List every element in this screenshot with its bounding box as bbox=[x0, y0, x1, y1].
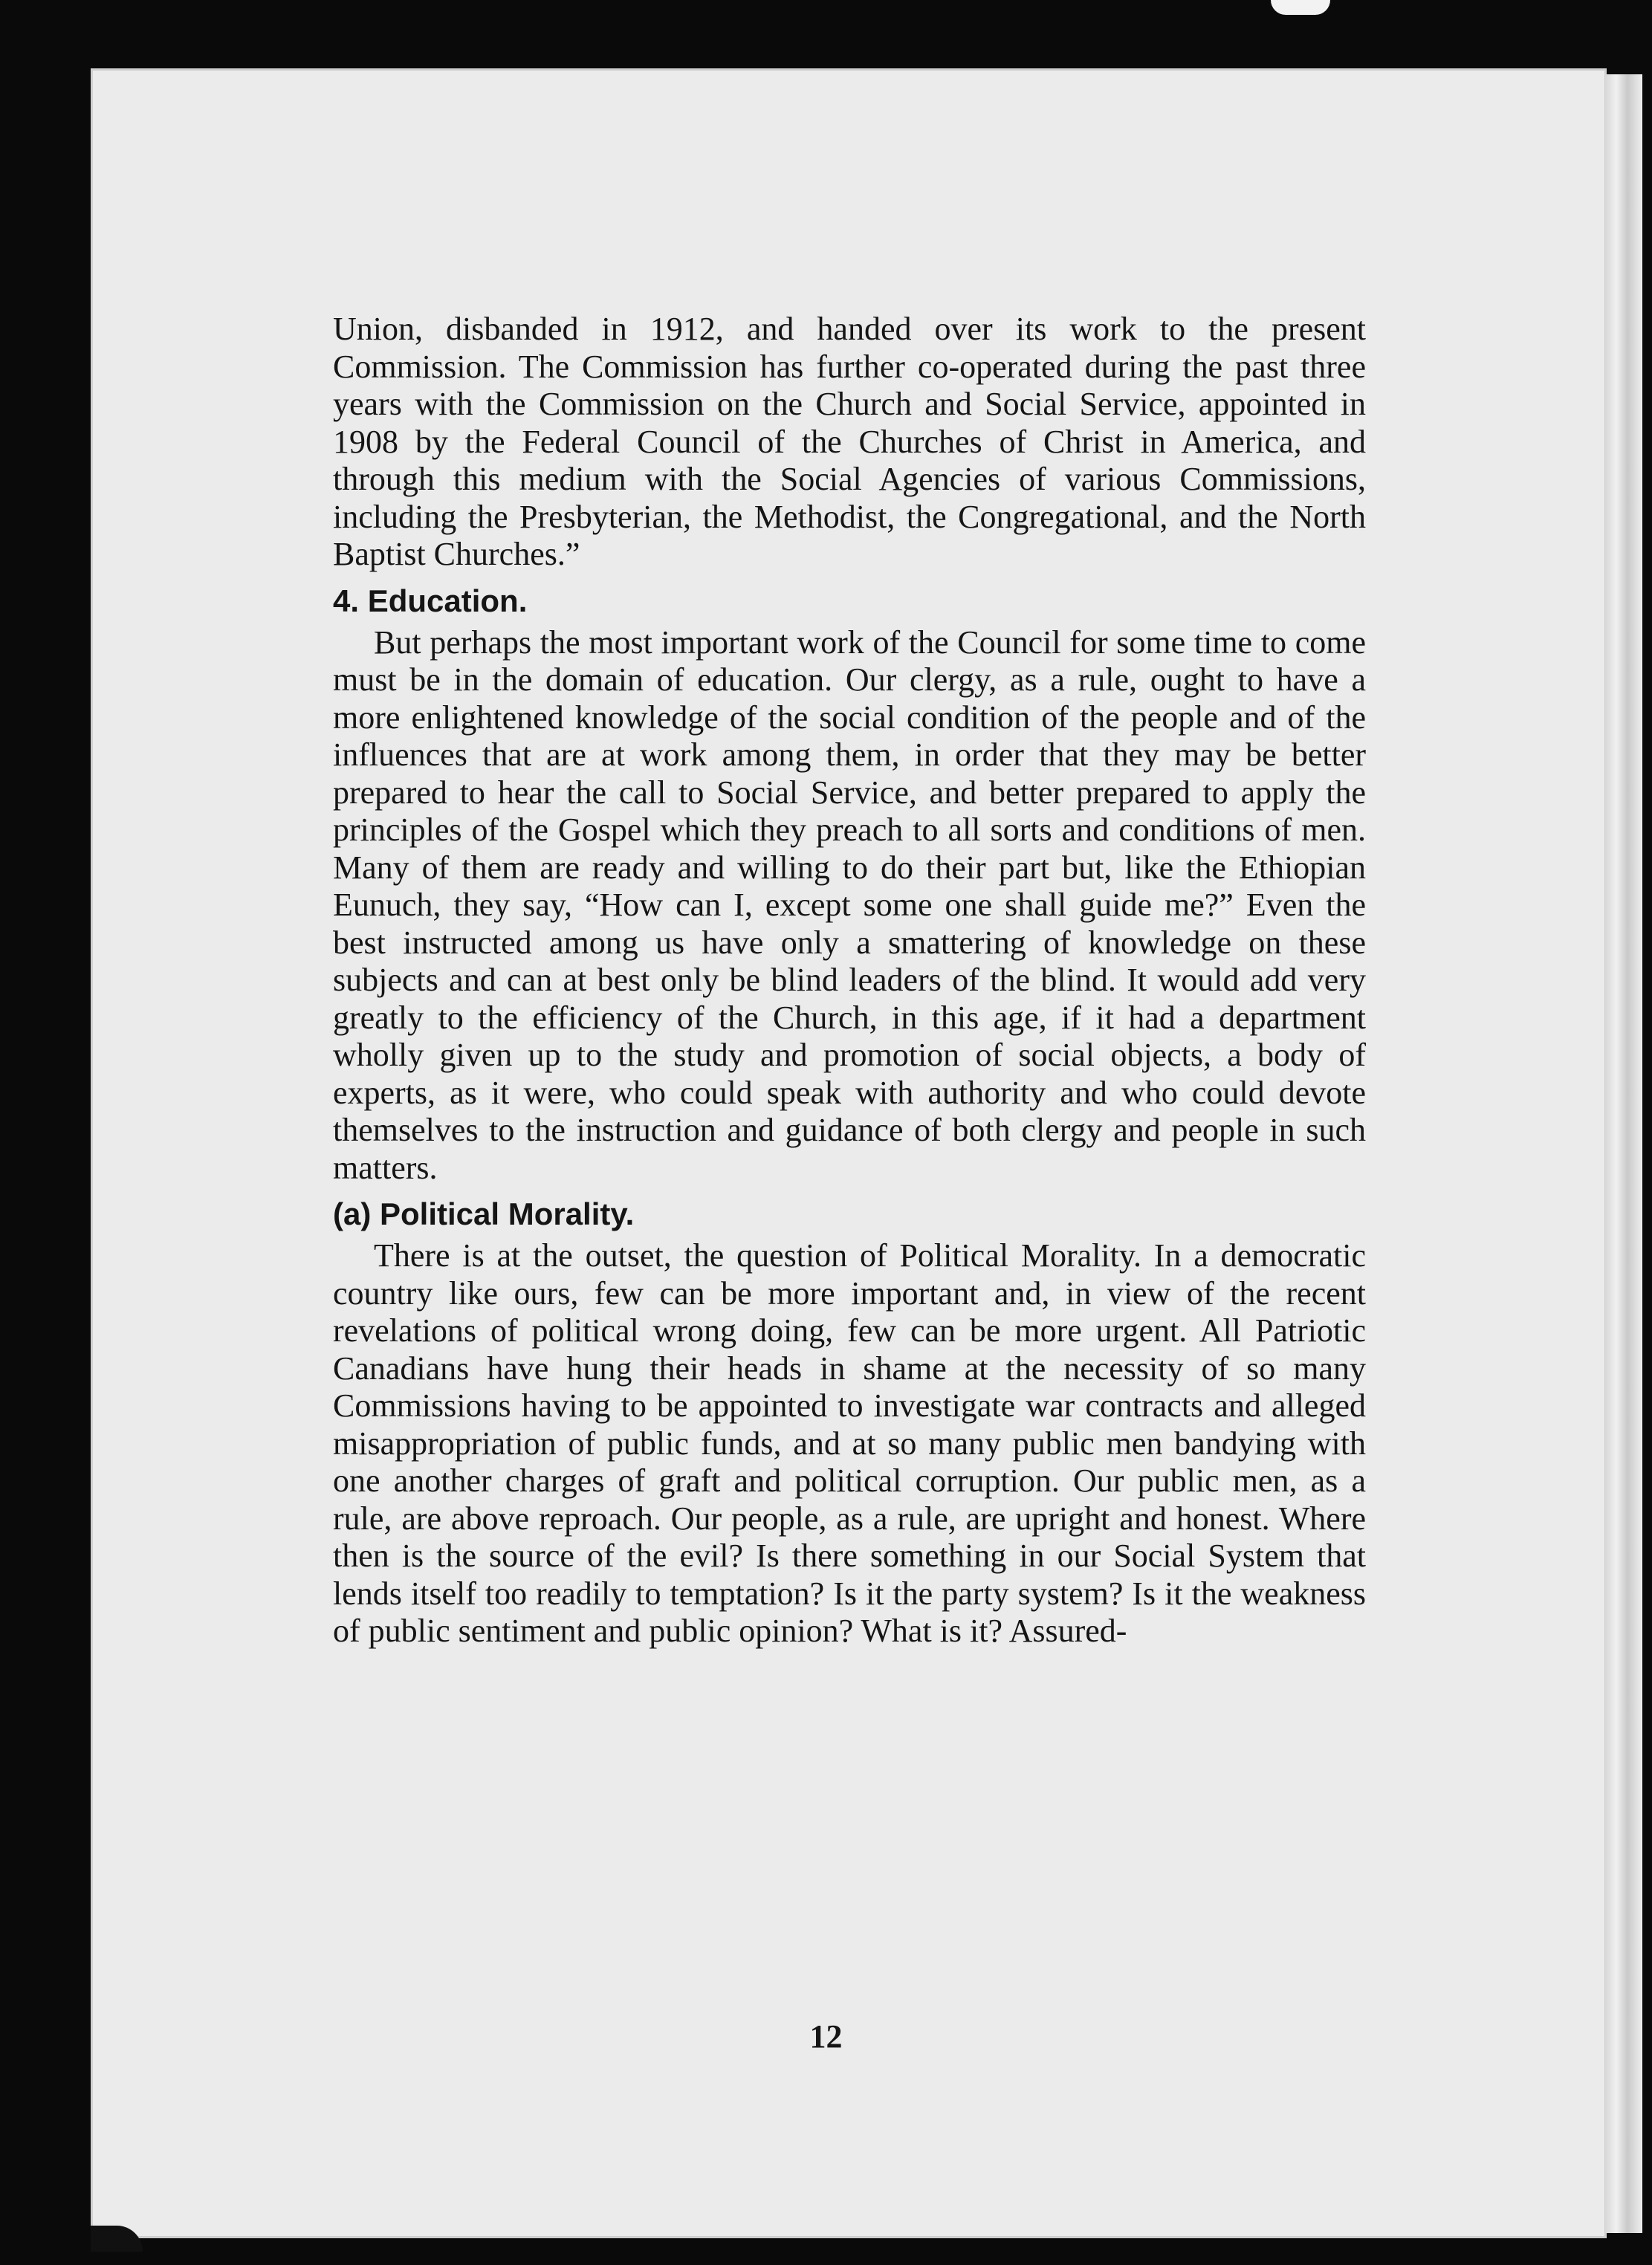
page-edge bbox=[1605, 74, 1642, 2233]
scan-artifact bbox=[1271, 0, 1330, 15]
political-morality-paragraph: There is at the outset, the question of Political Morality. In a democratic country like ours, few can be more important and, in view of the recent revelations of political wrong doing, few can be more urgent. All Patriotic Canadians have hung their heads in shame at the necessity of so many Commissions having to be appointed to investigate war contracts and alleged misappropriation of public funds, and at so many public men bandying with one another charges of graft and political corruption. Our public men, as a rule, are above reproach. Our people, as a rule, are upright and honest. Where then is the source of the evil? Is there something in our Social System that lends itself too readily to temptation? Is it the party system? Is it the weakness of public sentiment and public opinion? What is it? Assured- bbox=[333, 1237, 1366, 1649]
page-number: 12 bbox=[809, 2018, 843, 2055]
page-text bbox=[333, 311, 1366, 1650]
opening-paragraph: Union, disbanded in 1912, and handed over its work to the present Commission. The Commission has further co-operated during the past three years with the Commission on the Church and Social Service, appointed in 1908 by the Federal Council of the Churches of Christ in America, and through this medium with the Social Agencies of various Commissions, including the Presbyterian, the Methodist, the Congregational, and the North Baptist Churches.” bbox=[333, 311, 1366, 572]
education-paragraph: But perhaps the most important work of the Council for some time to come must be in the domain of education. Our clergy, as a rule, ought to have a more enlightened knowledge of the social condition of the people and of the influences that are at work among them, in order that they may be better prepared to hear the call to Social Service, and better prepared to apply the principles of the Gospel which they preach to all sorts and conditions of men. Many of them are ready and willing to do their part but, like the Ethiopian Eunuch, they say, “How can I, except some one shall guide me?” Even the best instructed among us have only a smattering of knowledge on these subjects and can at best only be blind leaders of the blind. It would add very greatly to the efficiency of the Church, in this age, if it had a department wholly given up to the study and promotion of social objects, a body of experts, as it were, who could speak with authority and who could devote themselves to the instruction and guidance of both clergy and people in such matters. bbox=[333, 623, 1366, 1186]
section-heading-political-morality: (a) Political Morality. bbox=[333, 1196, 635, 1231]
section-heading-education: 4. Education. bbox=[333, 583, 528, 618]
